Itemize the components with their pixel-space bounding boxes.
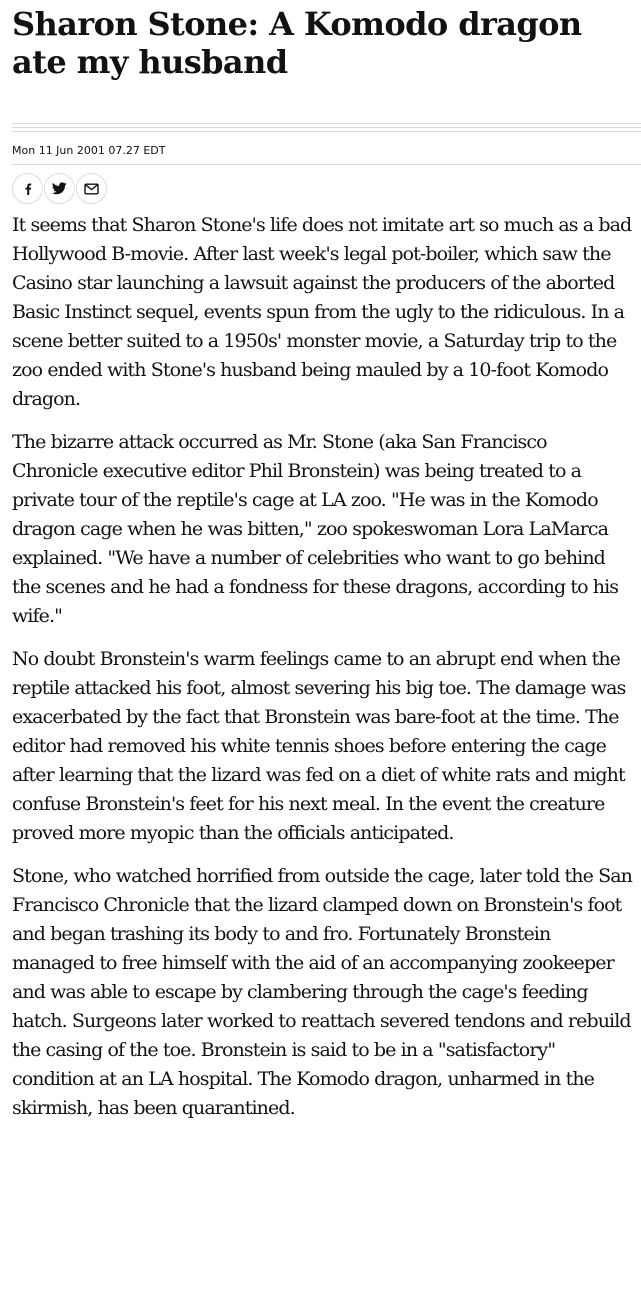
header-rule (12, 123, 641, 135)
paragraph-1: It seems that Sharon Stone's life does not imitate art so much as a bad Hollywood B-movie. After last week's legal pot-boiler, which saw the Casino star launching a lawsuit against the producers of the aborted Basic Instinct sequel, events spun from the ugly to the ridiculous. In a scene better suited to a 1950s' monster movie, a Saturday trip to the zoo ended with Stone's husband being mauled by a 10-foot Komodo dragon. (12, 214, 632, 410)
share-facebook-button[interactable] (12, 173, 43, 204)
facebook-icon (21, 182, 35, 196)
meta-divider (12, 164, 641, 165)
share-twitter-button[interactable] (44, 173, 75, 204)
twitter-icon (52, 182, 67, 195)
share-email-button[interactable] (76, 173, 107, 204)
paragraph-2: The bizarre attack occurred as Mr. Stone (aka San Francisco Chronicle executive editor Phil Bronstein) was being treated to a private tour of the reptile's cage at LA zoo. "He was in the Komodo dragon cage when he was bitten," zoo spokeswoman Lora LaMarca explained. "We have a number of celebrities who want to go behind the scenes and he had a fondness for these dragons, according to his wife." (12, 431, 619, 627)
share-bar (12, 173, 107, 204)
paragraph-3: No doubt Bronstein's warm feelings came to an abrupt end when the reptile attacked his foot, almost severing his big toe. The damage was exacerbated by the fact that Bronstein was bare-foot at the time. The editor had removed his white tennis shoes before entering the cage after learning that the lizard was fed on a diet of white rats and might confuse Bronstein's feet for his next meal. In the event the creature proved more myopic than the officials anticipated. (12, 648, 626, 844)
email-icon (84, 183, 99, 195)
dateline: Mon 11 Jun 2001 07.27 EDT (12, 144, 166, 157)
paragraph-4: Stone, who watched horrified from outside the cage, later told the San Francisco Chronicle that the lizard clamped down on Bronstein's foot and began trashing its body to and fro. Fortunately Bronstein managed to free himself with the aid of an accompanying zookeeper and was able to escape by clambering through the cage's feeding hatch. Surgeons later worked to reattach severed tendons and rebuild the casing of the toe. Bronstein is said to be in a "satisfactory" condition at an LA hospital. The Komodo dragon, unharmed in the skirmish, has been quarantined. (12, 865, 632, 1119)
headline: Sharon Stone: A Komodo dragon ate my husband (12, 5, 582, 81)
article-body (12, 211, 634, 1137)
article (12, 0, 641, 1119)
